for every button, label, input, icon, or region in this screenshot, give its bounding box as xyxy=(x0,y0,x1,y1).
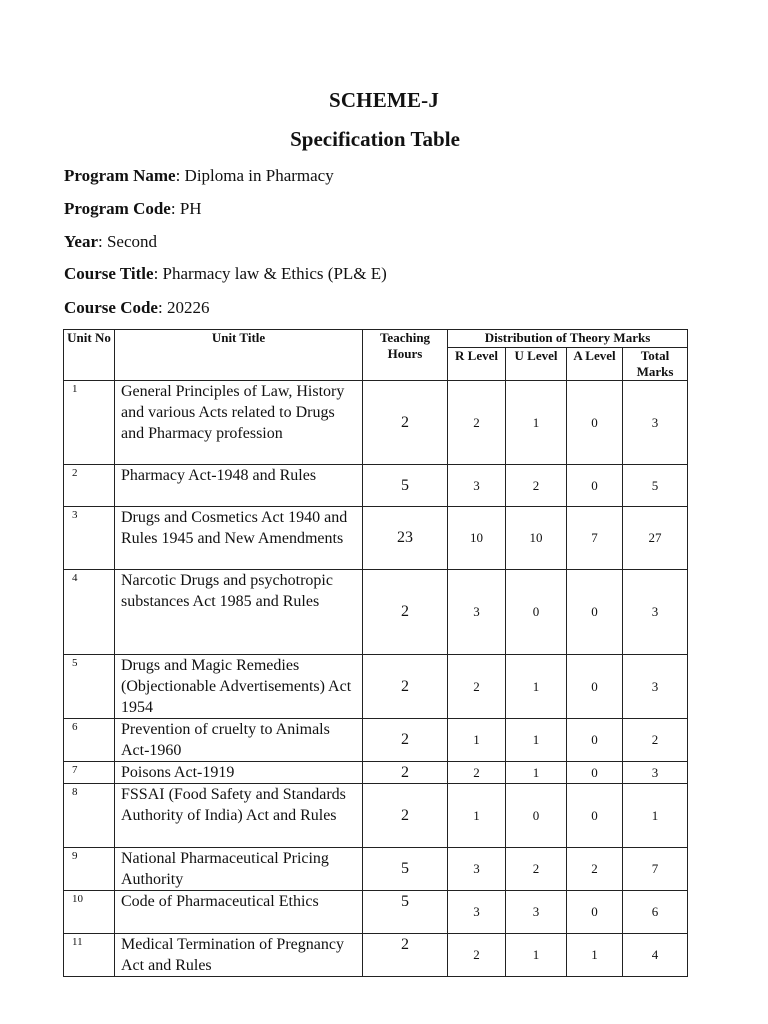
teaching-hours: 23 xyxy=(363,507,448,570)
total-marks: 2 xyxy=(623,719,688,762)
total-marks: 3 xyxy=(623,381,688,465)
table-row xyxy=(64,762,688,784)
teaching-hours: 2 xyxy=(363,655,448,719)
total-marks: 6 xyxy=(623,891,688,934)
teaching-hours: 2 xyxy=(363,719,448,762)
table-row xyxy=(64,784,688,848)
total-marks: 4 xyxy=(623,934,688,977)
header-unit-title: Unit Title xyxy=(115,330,363,381)
unit-title: National Pharmaceutical Pricing Authority xyxy=(115,848,363,891)
program-name-line xyxy=(64,166,334,186)
table-row xyxy=(64,655,688,719)
teaching-hours: 2 xyxy=(363,381,448,465)
table-row xyxy=(64,381,688,465)
unit-no: 11 xyxy=(64,934,115,977)
year-value: : Second xyxy=(97,232,158,251)
a-level: 0 xyxy=(567,465,623,507)
u-level: 10 xyxy=(506,507,567,570)
unit-no: 7 xyxy=(64,762,115,784)
unit-no: 9 xyxy=(64,848,115,891)
teaching-hours: 5 xyxy=(363,891,448,934)
table-row xyxy=(64,934,688,977)
u-level: 1 xyxy=(506,381,567,465)
table-row xyxy=(64,465,688,507)
teaching-hours: 5 xyxy=(363,848,448,891)
r-level: 3 xyxy=(448,570,506,655)
unit-no: 1 xyxy=(64,381,115,465)
program-code-value: : PH xyxy=(170,199,202,218)
table-row xyxy=(64,848,688,891)
r-level: 2 xyxy=(448,762,506,784)
r-level: 1 xyxy=(448,719,506,762)
unit-title: Prevention of cruelty to Animals Act-1960 xyxy=(115,719,363,762)
spec-table-heading: Specification Table xyxy=(290,127,460,151)
unit-title: Pharmacy Act-1948 and Rules xyxy=(115,465,363,507)
a-level: 1 xyxy=(567,934,623,977)
a-level: 0 xyxy=(567,784,623,848)
total-marks: 3 xyxy=(623,570,688,655)
a-level: 0 xyxy=(567,762,623,784)
header-u-level: U Level xyxy=(506,348,567,381)
course-title-label: Course Title xyxy=(64,264,154,283)
header-unit-no: Unit No xyxy=(64,330,115,381)
a-level: 2 xyxy=(567,848,623,891)
header-distribution: Distribution of Theory Marks xyxy=(448,330,688,348)
course-title-value: : Pharmacy law & Ethics (PL& E) xyxy=(153,264,387,283)
unit-title: Code of Pharmaceutical Ethics xyxy=(115,891,363,934)
r-level: 2 xyxy=(448,655,506,719)
table-row xyxy=(64,507,688,570)
program-code-line xyxy=(64,199,202,219)
a-level: 7 xyxy=(567,507,623,570)
header-r-level: R Level xyxy=(448,348,506,381)
unit-no: 6 xyxy=(64,719,115,762)
table-row xyxy=(64,891,688,934)
unit-title: Medical Termination of Pregnancy Act and Rules xyxy=(115,934,363,977)
header-teaching-hours: Teaching Hours xyxy=(363,330,448,381)
total-marks: 27 xyxy=(623,507,688,570)
u-level: 0 xyxy=(506,570,567,655)
u-level: 1 xyxy=(506,762,567,784)
teaching-hours: 2 xyxy=(363,784,448,848)
unit-title: Narcotic Drugs and psychotropic substances Act 1985 and Rules xyxy=(115,570,363,655)
teaching-hours: 2 xyxy=(363,934,448,977)
table-row xyxy=(64,570,688,655)
program-code-label: Program Code xyxy=(64,199,171,218)
r-level: 2 xyxy=(448,381,506,465)
program-name-value: : Diploma in Pharmacy xyxy=(175,166,334,185)
unit-no: 10 xyxy=(64,891,115,934)
r-level: 3 xyxy=(448,891,506,934)
total-marks: 7 xyxy=(623,848,688,891)
a-level: 0 xyxy=(567,655,623,719)
r-level: 10 xyxy=(448,507,506,570)
unit-title: Drugs and Magic Remedies (Objectionable Advertisements) Act 1954 xyxy=(115,655,363,719)
course-code-label: Course Code xyxy=(64,298,158,317)
r-level: 1 xyxy=(448,784,506,848)
total-marks: 3 xyxy=(623,762,688,784)
scheme-heading: SCHEME-J xyxy=(328,88,440,112)
teaching-hours: 2 xyxy=(363,762,448,784)
a-level: 0 xyxy=(567,891,623,934)
header-a-level: A Level xyxy=(567,348,623,381)
course-code-line xyxy=(64,298,209,318)
course-title-line xyxy=(64,264,387,284)
unit-no: 2 xyxy=(64,465,115,507)
teaching-hours: 2 xyxy=(363,570,448,655)
u-level: 1 xyxy=(506,655,567,719)
program-name-label: Program Name xyxy=(64,166,176,185)
unit-no: 3 xyxy=(64,507,115,570)
year-line xyxy=(64,232,157,252)
u-level: 1 xyxy=(506,719,567,762)
teaching-hours: 5 xyxy=(363,465,448,507)
total-marks: 1 xyxy=(623,784,688,848)
r-level: 3 xyxy=(448,465,506,507)
total-marks: 3 xyxy=(623,655,688,719)
header-total-marks: Total Marks xyxy=(623,348,688,381)
unit-no: 4 xyxy=(64,570,115,655)
a-level: 0 xyxy=(567,719,623,762)
a-level: 0 xyxy=(567,381,623,465)
r-level: 2 xyxy=(448,934,506,977)
unit-no: 8 xyxy=(64,784,115,848)
unit-title: Drugs and Cosmetics Act 1940 and Rules 1945 and New Amendments xyxy=(115,507,363,570)
unit-title: General Principles of Law, History and various Acts related to Drugs and Pharmacy profession xyxy=(115,381,363,465)
table-row xyxy=(64,719,688,762)
unit-no: 5 xyxy=(64,655,115,719)
year-label: Year xyxy=(64,232,98,251)
course-code-value: : 20226 xyxy=(157,298,210,317)
a-level: 0 xyxy=(567,570,623,655)
u-level: 3 xyxy=(506,891,567,934)
u-level: 1 xyxy=(506,934,567,977)
total-marks: 5 xyxy=(623,465,688,507)
u-level: 2 xyxy=(506,848,567,891)
u-level: 2 xyxy=(506,465,567,507)
u-level: 0 xyxy=(506,784,567,848)
r-level: 3 xyxy=(448,848,506,891)
unit-title: FSSAI (Food Safety and Standards Authority of India) Act and Rules xyxy=(115,784,363,848)
specification-table xyxy=(63,329,688,977)
unit-title: Poisons Act-1919 xyxy=(115,762,363,784)
